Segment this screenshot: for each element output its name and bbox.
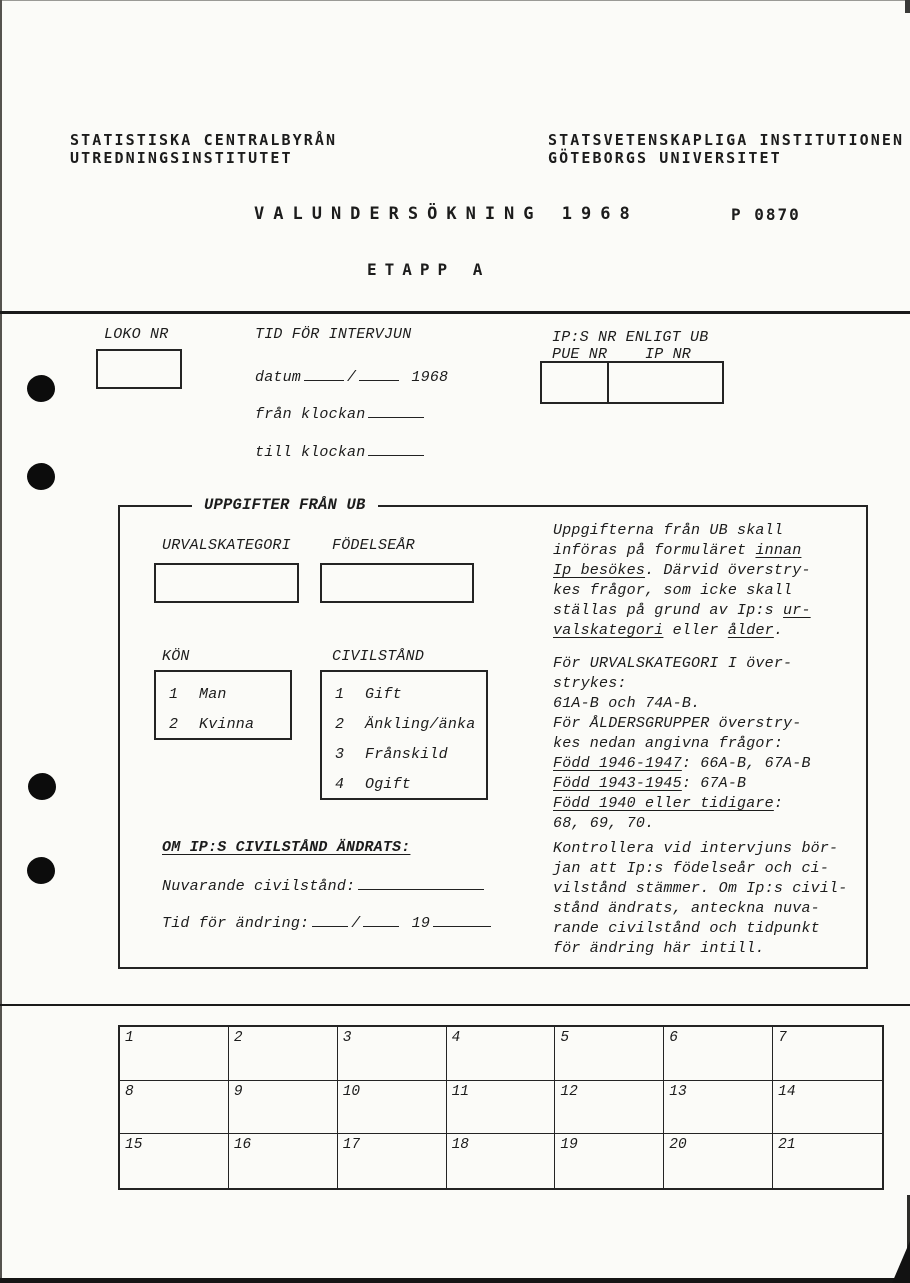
grid-cell-11 (447, 1081, 556, 1135)
option-code: 1 (169, 686, 179, 703)
instruction-line: Ip besökes. Därvid överstry- (553, 562, 811, 579)
interview-time-heading: TID FÖR INTERVJUN (255, 326, 412, 343)
header-org-right-line1: STATSVETENSKAPLIGA INSTITUTIONEN (548, 131, 905, 149)
kon-option-2 (169, 710, 290, 740)
punch-hole (27, 463, 55, 490)
ub-instructions-paragraph-2 (553, 654, 858, 834)
header-org-left (70, 131, 337, 167)
stage-title: ETAPP A (367, 260, 491, 279)
fodelsear-field-box (320, 563, 474, 603)
grid-cell-8 (120, 1081, 229, 1135)
option-code: 2 (335, 716, 345, 733)
instruction-line: För ÅLDERSGRUPPER överstry- (553, 715, 802, 732)
instruction-line: Kontrollera vid intervjuns bör- (553, 840, 839, 857)
grid-cell-9 (229, 1081, 338, 1135)
ip-field-cell (609, 363, 722, 402)
grid-cell-number: 4 (451, 1030, 461, 1046)
date-slash: / (347, 369, 357, 386)
grid-cell-number: 17 (342, 1137, 361, 1154)
grid-cell-14 (773, 1081, 882, 1135)
header-org-right (548, 131, 904, 167)
change-time-label: Tid för ändring: (162, 915, 310, 932)
instruction-line: Uppgifterna från UB skall (553, 522, 784, 539)
civilstand-option-4 (335, 770, 486, 800)
grid-cell-number: 7 (778, 1030, 787, 1046)
grid-cell-6 (664, 1027, 773, 1081)
grid-cell-number: 21 (778, 1137, 796, 1154)
from-time-row (255, 404, 427, 423)
ub-instructions-paragraph-1 (553, 521, 858, 641)
current-civilstand-row (162, 876, 487, 895)
ipnr-heading: IP:S NR ENLIGT UB (552, 329, 709, 346)
civilstand-option-3 (335, 740, 486, 770)
instruction-line: jan att Ip:s födelseår och ci- (553, 860, 830, 877)
grid-cell-21 (773, 1134, 882, 1188)
grid-cell-20 (664, 1134, 773, 1188)
date-year: 1968 (411, 369, 449, 386)
grid-cell-4 (447, 1027, 556, 1081)
divider-main (0, 311, 910, 314)
kon-option-1 (169, 680, 290, 710)
civilstand-changed-heading-text: OM IP:S CIVILSTÅND ÄNDRATS: (162, 839, 411, 856)
grid-cell-number: 19 (560, 1137, 578, 1154)
option-label: Frånskild (365, 746, 448, 763)
kon-label: KÖN (162, 648, 190, 665)
option-code: 4 (335, 776, 345, 793)
scan-edge-bottom (0, 1278, 910, 1283)
grid-cell-number: 1 (125, 1030, 134, 1046)
grid-cell-2 (229, 1027, 338, 1081)
grid-cell-number: 2 (233, 1030, 243, 1046)
divider-bottom (0, 1004, 910, 1006)
instruction-line: kes frågor, som icke skall (553, 582, 793, 599)
grid-cell-13 (664, 1081, 773, 1135)
civilstand-changed-heading (162, 839, 410, 856)
urvalskategori-label: URVALSKATEGORI (162, 537, 291, 554)
option-label: Man (199, 686, 227, 703)
instruction-line: 68, 69, 70. (553, 815, 655, 832)
date-label: datum (255, 369, 302, 386)
current-civilstand-label: Nuvarande civilstånd: (162, 878, 356, 895)
instruction-line: strykes: (553, 675, 627, 692)
grid-cell-15 (120, 1134, 229, 1188)
change-month-blank (363, 913, 399, 927)
option-label: Gift (365, 686, 402, 703)
to-time-blank (368, 442, 424, 456)
grid-cell-number: 12 (560, 1083, 578, 1100)
ub-section-title: UPPGIFTER FRÅN UB (192, 496, 378, 514)
grid-cell-number: 15 (125, 1137, 143, 1154)
instruction-line: för ändring här intill. (553, 940, 765, 957)
scan-edge-left (0, 0, 2, 1283)
loko-field-box (96, 349, 182, 389)
loko-label: LOKO NR (104, 326, 169, 343)
pue-label: PUE NR (552, 346, 608, 363)
grid-cell-7 (773, 1027, 882, 1081)
instruction-line: kes nedan angivna frågor: (553, 735, 784, 752)
option-code: 1 (335, 686, 345, 703)
civilstand-label: CIVILSTÅND (332, 648, 425, 665)
ub-instructions-paragraph-3 (553, 839, 858, 959)
grid-cell-number: 3 (342, 1030, 352, 1046)
grid-cell-number: 8 (125, 1083, 134, 1100)
instruction-line: För URVALSKATEGORI I över- (553, 655, 793, 672)
instruction-line: ställas på grund av Ip:s ur- (553, 602, 811, 619)
grid-cell-number: 10 (342, 1083, 361, 1100)
instruction-line: 61A-B och 74A-B. (553, 695, 701, 712)
grid-cell-12 (555, 1081, 664, 1135)
scan-edge-right-top (905, 0, 910, 13)
grid-cell-number: 5 (560, 1030, 570, 1046)
change-century: 19 (411, 915, 431, 932)
ub-section-box (118, 496, 868, 969)
instruction-line: Född 1940 eller tidigare: (553, 795, 784, 812)
grid-cell-5 (555, 1027, 664, 1081)
grid-cell-18 (447, 1134, 556, 1188)
header-org-right-line2: GÖTEBORGS UNIVERSITET (548, 149, 782, 167)
date-row (255, 367, 448, 386)
to-time-label: till klockan (255, 444, 366, 461)
instruction-line: införas på formuläret innan (553, 542, 802, 559)
fodelsear-label: FÖDELSEÅR (332, 537, 415, 554)
date-month-blank (359, 367, 399, 381)
grid-cell-17 (338, 1134, 447, 1188)
change-slash: / (351, 915, 361, 932)
civilstand-option-2 (335, 710, 486, 740)
punch-hole (27, 375, 55, 402)
change-year-blank (433, 913, 491, 927)
grid-cell-number: 16 (233, 1137, 252, 1154)
grid-cell-1 (120, 1027, 229, 1081)
civilstand-options-box (320, 670, 488, 800)
grid-cell-number: 18 (451, 1137, 469, 1154)
header-org-left-line2: UTREDNINGSINSTITUTET (70, 149, 293, 167)
kon-options-box (154, 670, 292, 740)
ip-label: IP NR (645, 346, 692, 363)
grid-cell-16 (229, 1134, 338, 1188)
current-civilstand-blank (358, 876, 484, 890)
grid-cell-10 (338, 1081, 447, 1135)
grid-cell-number: 6 (669, 1030, 678, 1046)
date-day-blank (304, 367, 344, 381)
scan-edge-top (0, 0, 910, 1)
civilstand-option-1 (335, 680, 486, 710)
option-label: Kvinna (199, 716, 255, 733)
answer-grid (118, 1025, 884, 1190)
option-code: 3 (335, 746, 345, 763)
pue-field-cell (542, 363, 609, 402)
urvalskategori-field-box (154, 563, 299, 603)
change-day-blank (312, 913, 348, 927)
punch-hole (28, 773, 56, 800)
instruction-line: valskategori eller ålder. (553, 622, 784, 639)
option-label: Ogift (365, 776, 412, 793)
instruction-line: stånd ändrats, anteckna nuva- (553, 900, 820, 917)
from-time-label: från klockan (255, 406, 366, 423)
from-time-blank (368, 404, 424, 418)
grid-cell-number: 14 (778, 1083, 796, 1100)
grid-cell-19 (555, 1134, 664, 1188)
grid-cell-number: 11 (451, 1083, 469, 1100)
instruction-line: vilstånd stämmer. Om Ip:s civil- (553, 880, 848, 897)
punch-hole (27, 857, 55, 884)
option-label: Änkling/änka (365, 716, 476, 733)
grid-cell-3 (338, 1027, 447, 1081)
grid-cell-number: 20 (669, 1137, 687, 1154)
option-code: 2 (169, 716, 179, 733)
to-time-row (255, 442, 427, 461)
instruction-line: Född 1943-1945: 67A-B (553, 775, 747, 792)
grid-cell-number: 13 (669, 1083, 687, 1100)
instruction-line: rande civilstånd och tidpunkt (553, 920, 820, 937)
header-org-left-line1: STATISTISKA CENTRALBYRÅN (70, 131, 338, 149)
form-code: P 0870 (731, 205, 801, 224)
ipnr-field-box (540, 361, 724, 404)
scan-corner-artifact (892, 1241, 910, 1283)
survey-title: VALUNDERSÖKNING 1968 (254, 204, 639, 224)
grid-cell-number: 9 (233, 1083, 243, 1100)
change-time-row (162, 913, 494, 932)
instruction-line: Född 1946-1947: 66A-B, 67A-B (553, 755, 811, 772)
